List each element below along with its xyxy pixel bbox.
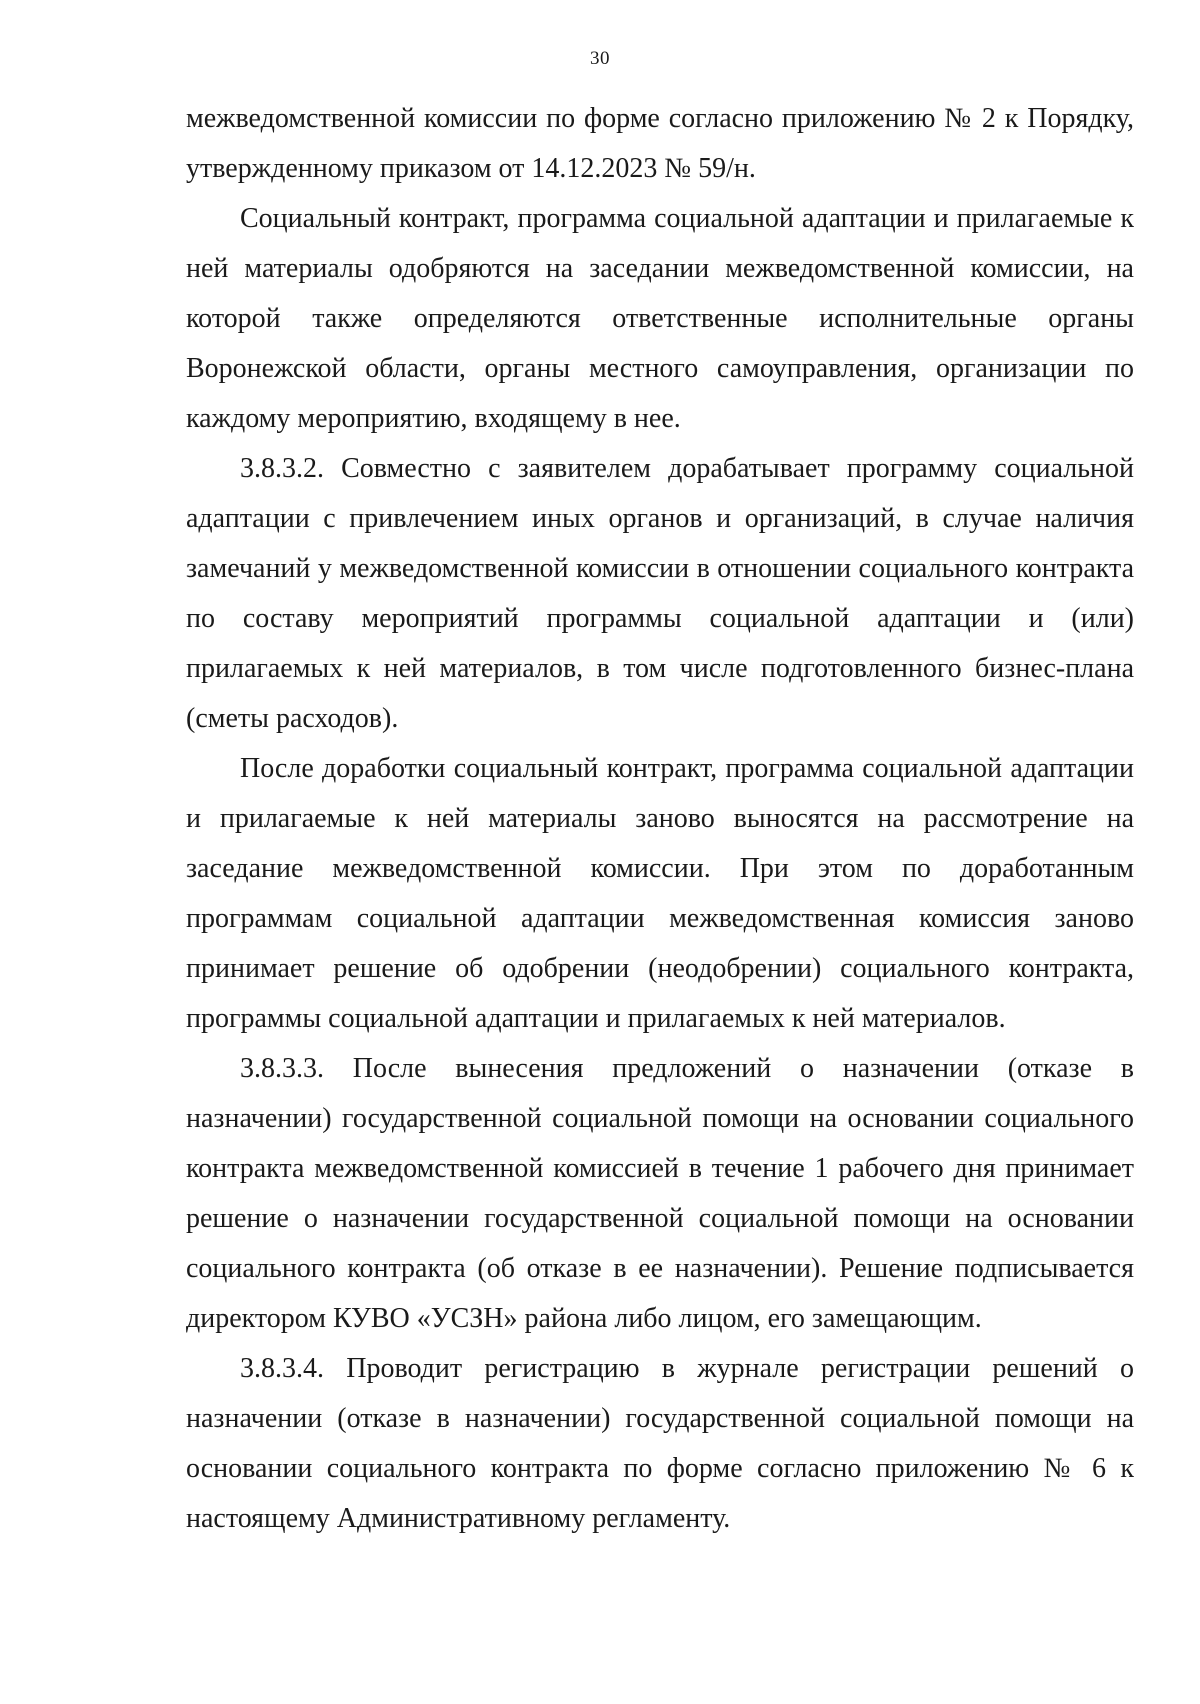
paragraph-after-revision: После доработки социальный контракт, программа социальной адаптации и прилагаемые к ней материалы заново выносятся на рассмотрение на заседание межведомственной комиссии. При этом по доработанным программам социальной адаптации межведомственная комиссия заново принимает решение об одобрении (неодобрении) социального контракта, программы социальной адаптации и прилагаемых к ней материалов. <box>186 753 1134 1034</box>
page-number: 30 <box>590 48 610 69</box>
paragraph-3-8-3-2: 3.8.3.2. Совместно с заявителем дорабатывает программу социальной адаптации с привлечением иных органов и организаций, в случае наличия замечаний у межведомственной комиссии в отношении социального контракта по составу мероприятий программы социальной адаптации и (или) прилагаемых к ней материалов, в том числе подготовленного бизнес-плана (сметы расходов). <box>186 453 1134 734</box>
paragraph-continuation: межведомственной комиссии по форме согласно приложению № 2 к Порядку, утвержденному приказом от 14.12.2023 № 59/н. <box>186 103 1134 184</box>
paragraph-contract-approval: Социальный контракт, программа социальной адаптации и прилагаемые к ней материалы одобряются на заседании межведомственной комиссии, на которой также определяются ответственные исполнительные органы Воронежской области, органы местного самоуправления, организации по каждому мероприятию, входящему в нее. <box>186 203 1134 434</box>
document-body <box>186 94 1134 1544</box>
paragraph-3-8-3-4: 3.8.3.4. Проводит регистрацию в журнале регистрации решений о назначении (отказе в назначении) государственной социальной помощи на основании социального контракта по форме согласно приложению № 6 к настоящему Административному регламенту. <box>186 1353 1134 1534</box>
paragraph-3-8-3-3: 3.8.3.3. После вынесения предложений о назначении (отказе в назначении) государственной социальной помощи на основании социального контракта межведомственной комиссией в течение 1 рабочего дня принимает решение о назначении государственной социальной помощи на основании социального контракта (об отказе в ее назначении). Решение подписывается директором КУВО «УСЗН» района либо лицом, его замещающим. <box>186 1053 1134 1334</box>
